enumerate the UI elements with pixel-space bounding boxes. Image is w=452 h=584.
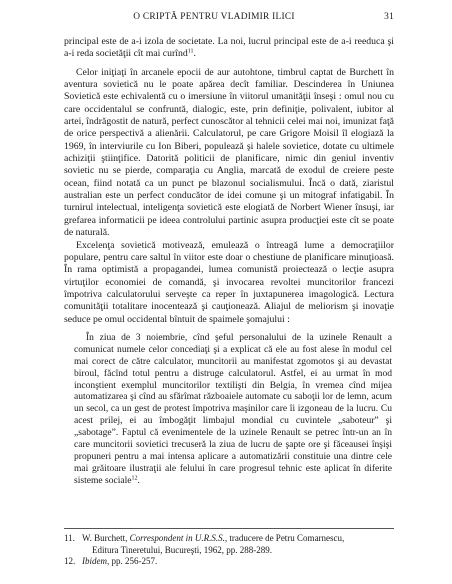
paragraph-continued [64,36,394,61]
footnote-ref-12: 12 [131,475,138,482]
footnote-number: 11. [64,533,75,543]
footnote-number: 12. [64,556,76,566]
block-quote [74,332,392,487]
footnote [64,533,394,556]
page-number: 31 [384,12,394,22]
footnote-text: , traducere de Petru Comarnescu, [224,533,345,543]
footnote-text: , pp. 256-257. [107,556,158,566]
paragraph-text: principal este de a-i izola de societate. La noi, lucrul principal este de a-i reeduca şi a-i reda societăţii cît mai curînd [64,36,394,60]
quote-text-end: . [137,474,140,486]
quote-text: În ziua de 3 noiembrie, cînd şeful personalului de la uzinele Renault a comunicat numele celor concediaţi şi a explicat că ele au fost alese în modul cel mai corect de către calculator, muncitorii au manifestat zgomotos şi au devastat biroul, făcînd totul pentru a distruge calculatorul. Astfel, ei au urmat în mod inconştient exemplul muncitorilor textilişti din Belgia, în vremea cînd mijea automatizarea şi cînd au sfărîmat războaiele automate cu saboţii lor de lemn, acum un secol, ca un gest de protest împotriva maşinilor care îi izgoneau de la lucru. Cu acest prilej, ei au îmbogăţit limbajul mondial cu cuvintele „saboteur” şi „sabotage”. Faptul că evenimentele de la uzinele Renault se petrec într-un an în care muncitorii sovietici trecuseră la ziua de lucru de şapte ore şi făceausei înşişi propuneri pentru a mai intensa aplicare a automatizării constituie una dintre cele mai grăitoare ilustraţii ale felului în care progresul tehnic este aplicat în diferite sisteme sociale [74,331,392,486]
footnote-title: Correspondent in U.R.S.S. [129,533,225,543]
paragraph: Excelenţa sovietică motivează, emulează o întreagă lume a democraţiilor populare, pentru care saltul în viitor este doar o chestiune de planificare minuţioasă. În rama optimistă a propagandei, lumea comunistă proiectează o lecţie asupra virtuţilor economiei de comandă, şi invocarea revoltei muncitorilor francezi împotriva calculatorului serveşte ca reper în juxtapunerea imagologică. Lectura comunităţii totalitare inocentează şi cauţionează. Aliajul de meliorism şi inovaţie seduce pe omul occidental bîntuit de spaimele şomajului : [64,239,394,325]
main-text [64,36,394,487]
footnote-title: Ibidem [82,556,107,566]
footnote-ref-11: 11 [187,48,194,55]
running-header [64,12,394,26]
footnotes [64,533,394,568]
running-title: O CRIPTĂ PENTRU VLADIMIR ILICI [133,12,295,22]
footnote-continuation: Editura Tineretului, Bucureşti, 1962, pp. 288-289. [92,544,272,555]
footnote-divider [64,528,394,529]
footnote [64,556,394,568]
footnote-text: W. Burchett, [82,533,130,543]
paragraph-text-end: . [193,48,196,60]
paragraph: Celor iniţiaţi în arcanele epocii de aur autohtone, timbrul captat de Burchett în aventura sovietică nu le poate apărea decît familiar. Descinderea în Uniunea Sovietică este echivalentă cu o imersiune în viitorul umanităţii înseşi : omul nou cu care occidentalul se confruntă, dialogic, este, prin definiţie, polivalent, iubitor al artei, îndrăgostit de natură, perfect cunoscător al tehnicii celei mai noi, imunizat faţă de orice perspectivă a alienării. Calculatorul, pe care Grigore Moisil îl elogiază la 1969, în interviurile cu Ion Biberi, populează şi halele sovietice, dotate cu ultimele achiziţii ştiinţifice. Datorită politicii de planificare, nimic din geniul inventiv sovietic nu se pierde, comparaţia cu Anglia, marcată de exodul de creiere peste ocean, fiind notată ca un punct pe blazonul socialismului. Încă o dată, ziaristul australian este un perfect conducător de idei comune şi un mitograf infatigabil. În turnirul intelectual, inteligenţa sovietică este elogiată de Norbert Wiener însuşi, iar grefarea informaticii pe ideea controlului partinic asupra producţiei este cît se poate de naturală. [64,66,394,239]
